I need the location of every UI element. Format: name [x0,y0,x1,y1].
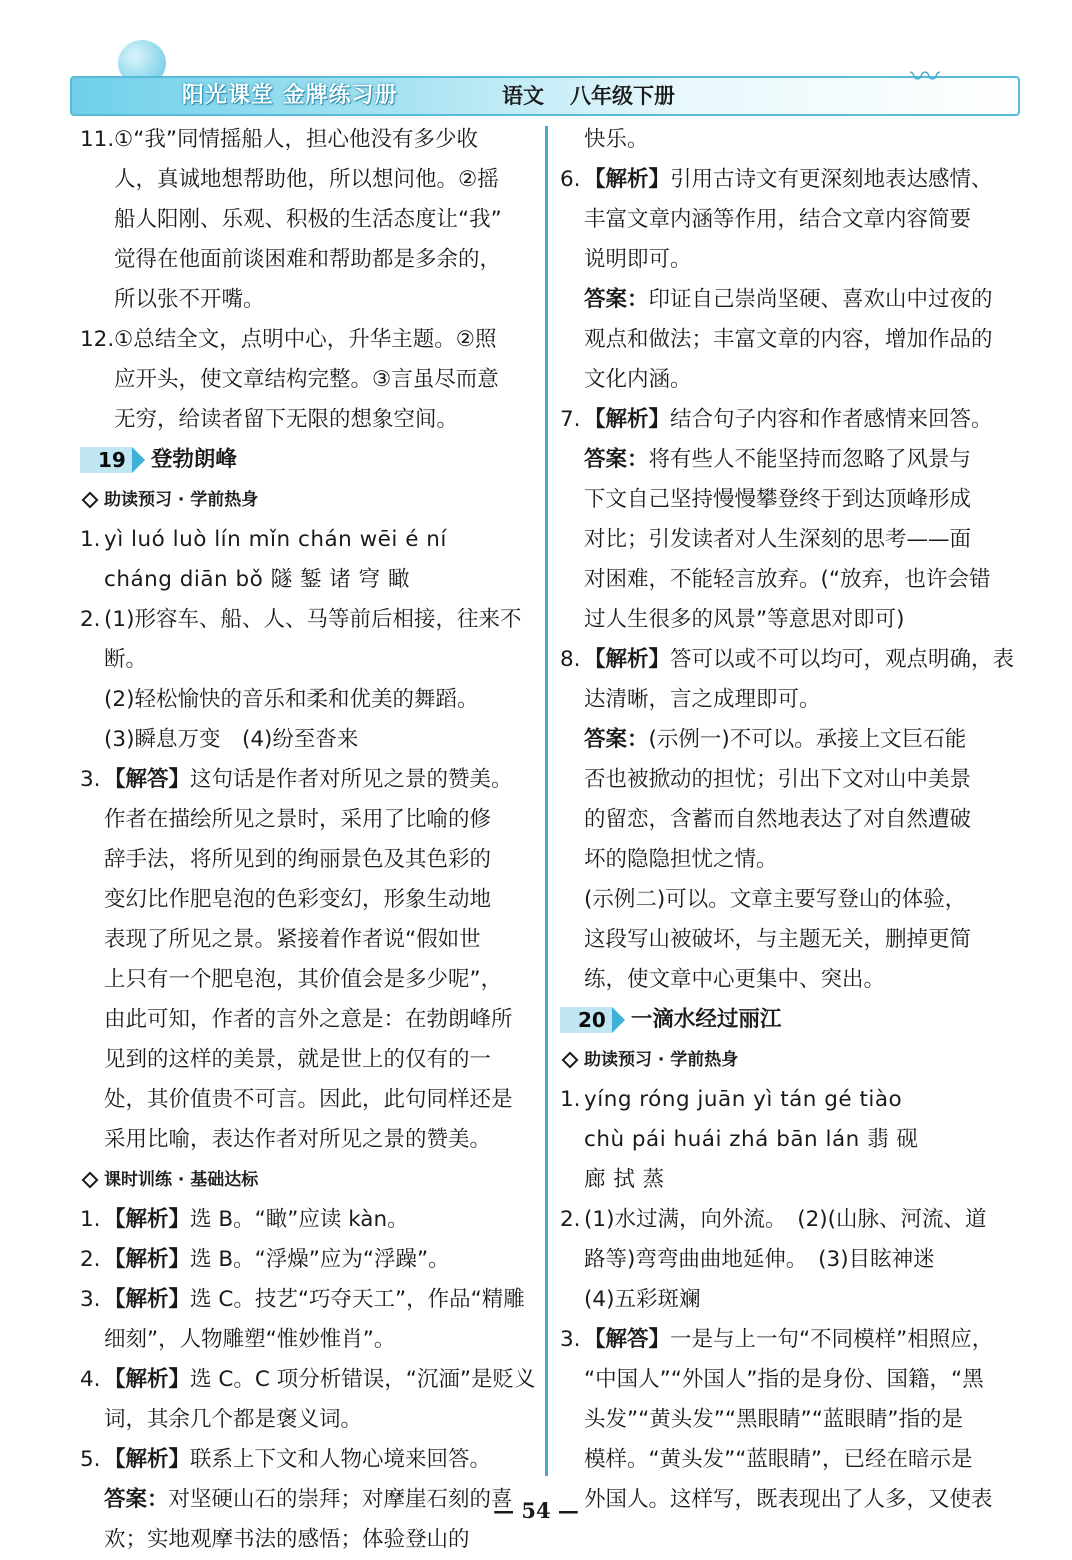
training-3 [80,1280,540,1360]
grade-label: 八年级下册 [570,84,675,108]
text-line: 选 B。“浮燥”应为“浮躁”。 [190,1247,450,1272]
text-line: 联系上下文和人物心境来回答。 [190,1447,492,1472]
text-line: (示例一)不可以。承接上文巨石能 [648,727,967,752]
item-2 [560,1200,1035,1320]
text-line: 头发”“黄头发”“黑眼睛”“蓝眼睛”指的是 [584,1407,963,1432]
text-line: cháng diān bǒ 隧 錾 诸 穹 瞰 [104,567,410,592]
text-line: 词，其余几个都是褒义词。 [104,1407,363,1432]
subject-label: 语文 [502,84,544,108]
text-line: 辞手法，将所见到的绚丽景色及其色彩的 [104,847,492,872]
text-line: (示例二)可以。文章主要写登山的体验， [584,887,967,912]
text-line: 模样。“黄头发”“蓝眼睛”，已经在暗示是 [584,1447,973,1472]
text-line: 的留恋，含蓄而自然地表达了对自然遭破 [584,807,972,832]
question-number: 11. [80,127,115,152]
analysis-tag: 【解析】 [584,407,671,432]
text-line: 这段写山被破坏，与主题无关，删掉更简 [584,927,972,952]
text-line: 欢；实地观摩书法的感悟；体验登山的 [104,1527,470,1552]
section-title: 登勃朗峰 [150,447,237,472]
section-heading-19 [80,440,540,480]
text-line: 处，其价值贵不可言。因此，此句同样还是 [104,1087,513,1112]
item-number: 1. [80,527,101,552]
text-line: 结合句子内容和作者感情来回答。 [670,407,993,432]
item-number: 2. [80,607,101,632]
text-line: 否也被掀动的担忧；引出下文对山中美景 [584,767,972,792]
training-7 [560,400,1035,640]
item-number: 6. [560,167,581,192]
analysis-tag: 【解析】 [584,647,671,672]
training-2 [80,1240,540,1280]
text-line: 过人生很多的风景”等意思对即可) [584,607,905,632]
text-line: 细刻”，人物雕塑“惟妙惟肖”。 [104,1327,396,1352]
section-title: 一滴水经过丽江 [630,1007,782,1032]
training-6 [560,160,1035,400]
item-number: 5. [80,1447,101,1472]
item-number: 1. [80,1207,101,1232]
text-line: 选 C。C 项分析错误，“沉湎”是贬义 [190,1367,536,1392]
text-line: (3)瞬息万变 (4)纷至沓来 [104,727,359,752]
series-title: 阳光课堂 金牌练习册 [182,83,398,108]
column-divider [545,126,548,1476]
answer-tag: 【解答】 [104,767,191,792]
text-line: 变幻比作肥皂泡的色彩变幻，形象生动地 [104,887,492,912]
text-line: 印证自己崇尚坚硬、喜欢山中过夜的 [648,287,993,312]
answer-tag: 答案： [104,1487,169,1512]
text-line: 由此可知，作者的言外之意是：在勃朗峰所 [104,1007,513,1032]
diamond-icon [82,492,99,509]
text-line: 坏的隐隐担忧之情。 [584,847,778,872]
text-line: ①“我”同情摇船人，担心他没有多少收 [114,127,479,152]
text-line: 对比；引发读者对人生深刻的思考——面 [584,527,972,552]
training-1 [80,1200,540,1240]
text-line: 选 C。技艺“巧夺天工”，作品“精雕 [190,1287,525,1312]
section-heading-20 [560,1000,1035,1040]
question-12 [80,320,540,440]
item-number: 3. [560,1327,581,1352]
text-line: 丰富文章内涵等作用，结合文章内容简要 [584,207,972,232]
item-3 [560,1320,1035,1520]
text-line: 答可以或不可以均可，观点明确，表 [670,647,1015,672]
text-line: 表现了所见之景。紧接着作者说“假如世 [104,927,481,952]
left-column [80,120,540,1560]
item-number: 8. [560,647,581,672]
item-number: 2. [80,1247,101,1272]
text-line: 上只有一个肥皂泡，其价值会是多少呢”， [104,967,503,992]
text-line: (1)水过满，向外流。 (2)(山脉、河流、道 [584,1207,987,1232]
subheading-label: 助读预习 · 学前热身 [104,490,259,510]
diamond-icon [82,1172,99,1189]
item-1 [80,520,540,600]
text-line: 所以张不开嘴。 [114,287,265,312]
text-line: 觉得在他面前谈困难和帮助都是多余的， [114,247,502,272]
item-number: 7. [560,407,581,432]
text-line: 引用古诗文有更深刻地表达感情、 [670,167,993,192]
text-line: 对坚硬山石的崇拜；对摩崖石刻的喜 [168,1487,513,1512]
text-line: 无穷，给读者留下无限的想象空间。 [114,407,459,432]
analysis-tag: 【解析】 [584,167,671,192]
analysis-tag: 【解析】 [104,1247,191,1272]
text-line: 作者在描绘所见之景时，采用了比喻的修 [104,807,492,832]
text-line: 选 B。“瞰”应读 kàn。 [190,1207,409,1232]
training-8 [560,640,1035,1000]
arrow-icon [132,447,145,473]
item-number: 1. [560,1087,581,1112]
section-number: 20 [560,1007,612,1033]
text-line: 应开头，使文章结构完整。③言虽尽而意 [114,367,499,392]
subheading-preview [560,1040,1035,1080]
text-line: “中国人”“外国人”指的是身份、国籍，“黑 [584,1367,984,1392]
text-line: 采用比喻，表达作者对所见之景的赞美。 [104,1127,492,1152]
text-line: 船人阳刚、乐观、积极的生活态度让“我” [114,207,502,232]
text-line: chù pái huái zhá bān lán 翡 砚 [584,1127,919,1152]
item-2 [80,600,540,760]
subheading-preview [80,480,540,520]
subheading-training [80,1160,540,1200]
question-number: 12. [80,327,115,352]
text-line: 将有些人不能坚持而忽略了风景与 [648,447,972,472]
text-line: (1)形容车、船、人、马等前后相接，往来不断。 [104,607,522,672]
analysis-tag: 【解析】 [104,1287,191,1312]
birds-icon: 〰 [910,60,940,95]
subheading-label: 课时训练 · 基础达标 [104,1170,259,1190]
right-column [560,120,1035,1520]
item-number: 3. [80,1287,101,1312]
text-line: 这句话是作者对所见之景的赞美。 [190,767,513,792]
item-number: 3. [80,767,101,792]
item-1 [560,1080,1035,1200]
diamond-icon [562,1052,579,1069]
analysis-tag: 【解析】 [104,1447,191,1472]
item-3 [80,760,540,1160]
text-line: 观点和做法；丰富文章的内容，增加作品的 [584,327,993,352]
page-number: — 54 — [493,1498,579,1523]
text-line: yíng róng juān yì tán gé tiào [584,1087,903,1112]
text-line: (2)轻松愉快的音乐和柔和优美的舞蹈。 [104,687,479,712]
section-number: 19 [80,447,132,473]
text-line: 对困难，不能轻言放弃。(“放弃，也许会错 [584,567,991,592]
text-line: 说明即可。 [584,247,692,272]
text-line: 外国人。这样写，既表现出了人多，又使表 [584,1487,993,1512]
answer-tag: 答案： [584,287,649,312]
text-line: (4)五彩斑斓 [584,1287,701,1312]
text-line: 文化内涵。 [584,367,692,392]
arrow-icon [612,1007,625,1033]
analysis-tag: 【解析】 [104,1367,191,1392]
question-11 [80,120,540,320]
analysis-tag: 【解析】 [104,1207,191,1232]
answer-tag: 答案： [584,447,649,472]
answer-tag: 【解答】 [584,1327,671,1352]
text-line: 一是与上一句“不同模样”相照应， [670,1327,994,1352]
subheading-label: 助读预习 · 学前热身 [584,1050,739,1070]
text-line: 廊 拭 蒸 [584,1167,665,1192]
text-line: yì luó luò lín mǐn chán wēi é ní [104,527,447,552]
text-line: 人，真诚地想帮助他，所以想问他。②摇 [114,167,499,192]
text-line: 路等)弯弯曲曲地延伸。 (3)目眩神迷 [584,1247,935,1272]
text-line: ①总结全文，点明中心，升华主题。②照 [114,327,497,352]
training-4 [80,1360,540,1440]
item-number: 2. [560,1207,581,1232]
answer-tag: 答案： [584,727,649,752]
page-header [70,18,1030,116]
text-line: 练，使文章中心更集中、突出。 [584,967,886,992]
text-line: 达清晰，言之成理即可。 [584,687,821,712]
text-line: 下文自己坚持慢慢攀登终于到达顶峰形成 [584,487,972,512]
text-line: 见到的这样的美景，就是世上的仅有的一 [104,1047,492,1072]
continued-text: 快乐。 [584,127,649,152]
item-number: 4. [80,1367,101,1392]
